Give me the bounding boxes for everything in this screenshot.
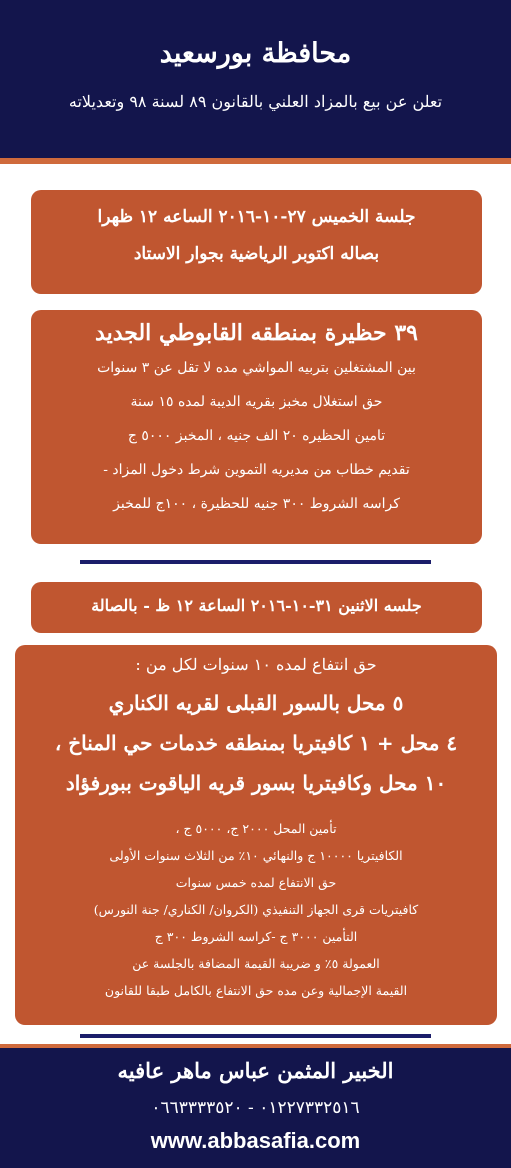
lot1-line: تامين الحظيره ٢٠ الف جنيه ، المخبز ٥٠٠٠ ج (127, 428, 386, 444)
lot1-line: كراسه الشروط ٣٠٠ جنيه للحظيرة ، ١٠٠ج للمخبز (113, 496, 400, 512)
session1-venue: بصاله اكتوبر الرياضية بجوار الاستاد (133, 244, 380, 264)
lot2-item: ٥ محل بالسور القبلى لقريه الكناري (108, 691, 404, 715)
lot2-box (15, 645, 497, 1025)
lot2-detail: حق الانتفاع لمده خمس سنوات (175, 875, 337, 890)
session2-date: جلسه الاثنين ٣١-١٠-٢٠١٦ الساعة ١٢ ظ - بالصالة (91, 596, 422, 615)
session1-box (31, 190, 482, 294)
session1-date: جلسة الخميس ٢٧-١٠-٢٠١٦ الساعه ١٢ ظهرا (97, 207, 416, 227)
lot1-line: تقديم خطاب من مديريه التموين شرط دخول المزاد - (103, 462, 410, 478)
lot1-line: حق استغلال مخبز بقريه الديبة لمده ١٥ سنة (130, 394, 383, 410)
session2-box (31, 582, 482, 633)
lot2-item: ٤ محل + ١ كافيتريا بمنطقه خدمات حي المناخ ، (54, 731, 458, 755)
appraiser-name: الخبير المثمن عباس ماهر عافيه (117, 1058, 394, 1083)
lot1-line: بين المشتغلين بتربيه المواشي مده لا تقل عن ٣ سنوات (97, 360, 416, 376)
lot2-item: ١٠ محل وكافيتريا بسور قريه الياقوت ببورفؤاد (65, 771, 447, 795)
header-banner (0, 0, 511, 164)
website-link[interactable]: www.abbasafia.com (150, 1128, 361, 1153)
lot2-detail: العمولة ٥٪ و ضريبة القيمة المضافة بالجلسة عن (132, 956, 380, 971)
lot1-box (31, 310, 482, 544)
lot2-detail: القيمة الإجمالية وعن مده حق الانتفاع بالكامل طبقا للقانون (104, 983, 408, 998)
lot2-detail: الكافيتريا ١٠٠٠٠ ج والنهائي ١٠٪ من الثلاث سنوات الأولى (109, 848, 403, 863)
divider (80, 560, 431, 564)
lot1-title: ٣٩ حظيرة بمنطقه القابوطي الجديد (95, 320, 418, 346)
lot2-intro: حق انتفاع لمده ١٠ سنوات لكل من : (135, 655, 377, 674)
page-subtitle: تعلن عن بيع بالمزاد العلني بالقانون ٨٩ لسنة ٩٨ وتعديلاته (68, 92, 443, 111)
lot2-detail: تأمين المحل ٢٠٠٠ ج، ٥٠٠٠ ج ، (175, 821, 337, 836)
footer-banner (0, 1044, 511, 1168)
divider (80, 1034, 431, 1038)
page-title: محافظة بورسعيد (159, 38, 352, 69)
phone-numbers: ٠١٢٢٧٣٣٢٥١٦ - ٠٦٦٣٣٣٣٥٢٠ (151, 1098, 360, 1118)
lot2-detail: كافيتريات قرى الجهاز التنفيذي (الكروان/ الكناري/ جنة النورس) (93, 902, 419, 917)
lot2-detail: التأمين ٣٠٠٠ ج -كراسه الشروط ٣٠٠ ج (154, 929, 358, 944)
